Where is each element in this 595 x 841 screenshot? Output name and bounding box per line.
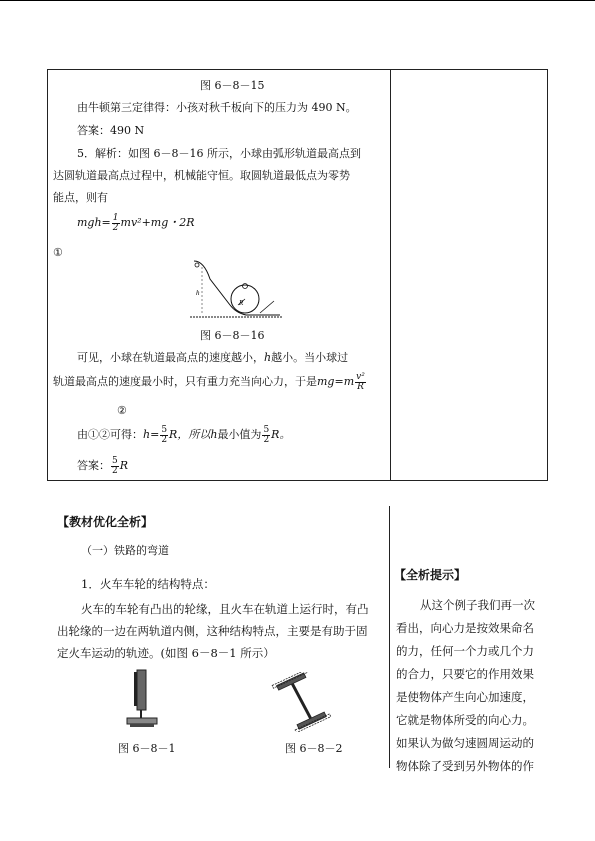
figure-caption-6-8-15: 图 6－8－15 [200, 79, 265, 92]
result-line: 由①②可得：h= $\frac{5}{2}$ R，所以h最小值为 $\frac{5}{2}$ R。 [77, 424, 291, 445]
sidebar-line: 它就是物体所受的向心力。 [396, 713, 534, 727]
sidebar-line: 的合力，只要它的作用效果 [396, 667, 534, 681]
figure-caption-6-8-2: 图 6－8－2 [285, 742, 343, 755]
top-rule [0, 0, 595, 1]
sidebar-line: 看出，向心力是按效果命名 [396, 621, 534, 635]
sidebar-line: 从这个例子我们再一次 [420, 598, 535, 612]
figure-caption-6-8-1: 图 6－8－1 [118, 742, 176, 755]
solution-5-line-1: 5．解析：如图 6－8－16 所示，小球由弧形轨道最高点到 [77, 147, 361, 160]
radius-label: R [239, 299, 244, 307]
subsection-heading: （一）铁路的弯道 [81, 544, 169, 557]
sidebar-line: 物体除了受到另外物体的作 [396, 759, 534, 773]
equation-marker-2: ② [117, 404, 127, 417]
section-title: 【教材优化全析】 [57, 515, 154, 529]
solution-5-line-2: 达圆轨道最高点过程中，机械能守恒。取圆轨道最低点为零势 [53, 169, 350, 182]
equation-1: mgh= $\frac{1}{2}$ mv²+mg・2R [77, 212, 195, 233]
table-divider [390, 70, 391, 480]
answer-1: 答案：490 N [77, 124, 145, 137]
sidebar-line: 的力，任何一个力或几个力 [396, 644, 534, 658]
solution-5-line-3: 能点，则有 [53, 191, 108, 204]
figure-caption-6-8-16: 图 6－8－16 [200, 329, 265, 342]
item-1-heading: 1．火车车轮的结构特点： [81, 577, 215, 591]
paragraph-line-2: 出轮缘的一边在两轨道内侧，这种结构特点，主要是有助于固 [57, 624, 368, 638]
track-diagram [190, 257, 285, 319]
height-label: h [196, 289, 200, 297]
sidebar-line: 如果认为做匀速圆周运动的 [396, 736, 534, 750]
newton-third-law-text: 由牛顿第三定律得：小孩对秋千板向下的压力为 490 N。 [77, 101, 357, 114]
sidebar-line: 是使物体产生向心加速度， [396, 690, 534, 704]
conclusion-line-1: 可见，小球在轨道最高点的速度越小，h越小。当小球过 [77, 351, 349, 364]
paragraph-line-3: 定火车运动的轨迹。(如图 6－8－1 所示） [57, 646, 275, 660]
answer-2: 答案： $\frac{5}{2}$ R [77, 455, 129, 476]
conclusion-line-2: 轨道最高点的速度最小时，只有重力充当向心力，于是mg=m $\frac{\text{v²}}{R}$ [53, 371, 365, 392]
wheelset-figure [268, 672, 338, 732]
wheel-figure [124, 668, 162, 728]
equation-marker-1: ① [53, 246, 63, 259]
column-divider [389, 506, 390, 768]
paragraph-line-1: 火车的车轮有凸出的轮缘，且火车在轨道上运行时，有凸 [81, 602, 369, 616]
sidebar-title: 【全析提示】 [394, 568, 467, 582]
